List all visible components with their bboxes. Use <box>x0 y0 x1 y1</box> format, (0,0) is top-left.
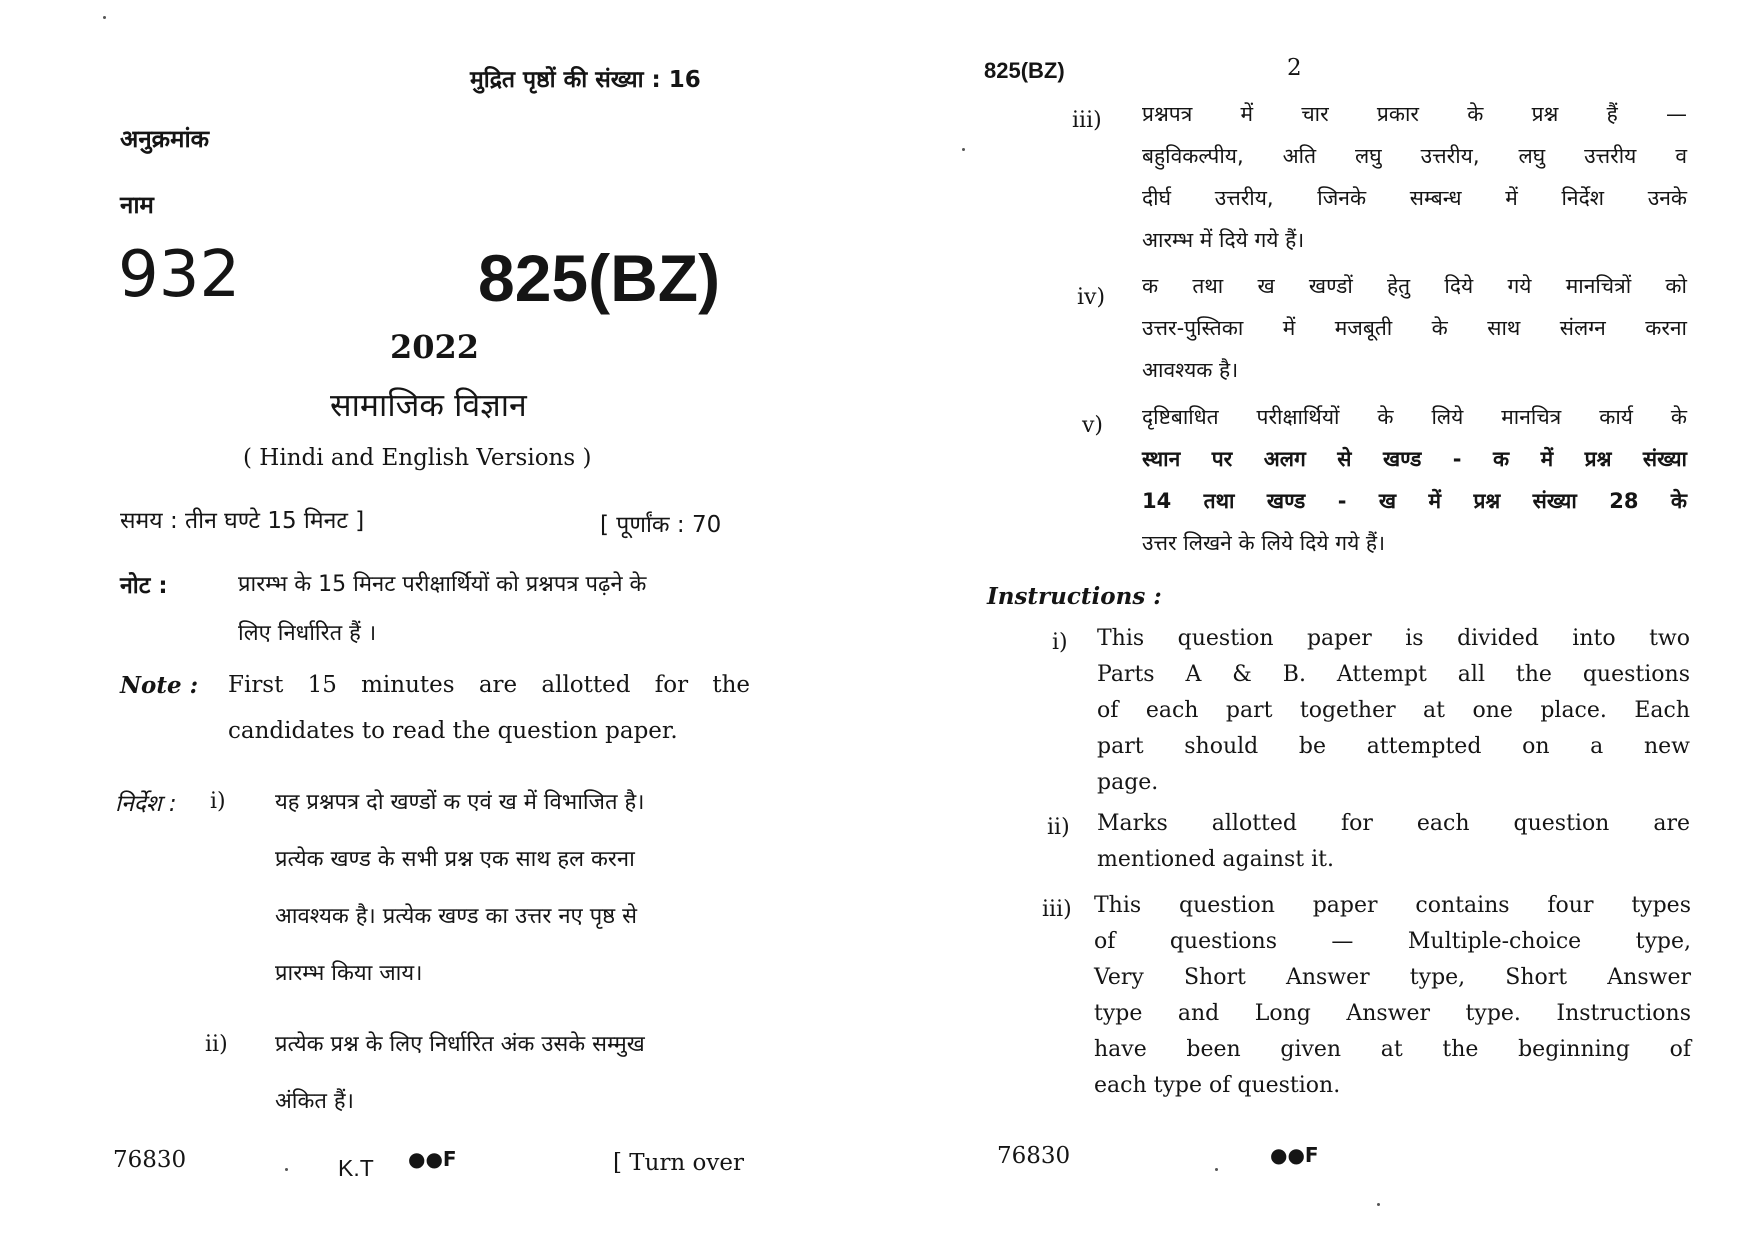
language-versions: ( Hindi and English Versions ) <box>243 445 592 471</box>
name-label: नाम <box>120 191 154 219</box>
english-item-line: mentioned against it. <box>1097 847 1334 872</box>
hindi-item-line: बहुविकल्पीय, अति लघु उत्तरीय, लघु उत्तरीय व <box>1142 144 1687 168</box>
paper-code: 825(BZ) <box>478 241 721 315</box>
hindi-item-line: 14 तथा खण्ड - ख में प्रश्न संख्या 28 के <box>1142 489 1687 513</box>
english-item-line: This question paper contains four types <box>1094 893 1691 918</box>
time-allowed: समय : तीन घण्टे 15 मिनट ] <box>120 508 365 534</box>
direction-number: ii) <box>205 1032 228 1057</box>
english-item-line: Marks allotted for each question are <box>1097 811 1690 836</box>
footer-mark: ●●F <box>1270 1143 1319 1167</box>
hindi-item-line: दृष्टिबाधित परीक्षार्थियों के लिये मानचित्र कार्य के <box>1142 405 1687 429</box>
hindi-item-line: प्रश्नपत्र में चार प्रकार के प्रश्न हैं — <box>1142 102 1687 126</box>
note-hindi-line: प्रारम्भ के 15 मिनट परीक्षार्थियों को प्रश्नपत्र पढ़ने के <box>238 572 647 597</box>
printed-pages-count: मुद्रित पृष्ठों की संख्या : 16 <box>470 67 701 93</box>
english-item-line: page. <box>1097 770 1159 795</box>
roll-number-label: अनुक्रमांक <box>120 125 210 153</box>
english-item-number: ii) <box>1047 815 1070 840</box>
english-item-line: each type of question. <box>1094 1073 1341 1098</box>
hindi-item-line: स्थान पर अलग से खण्ड - क में प्रश्न संख्या <box>1142 447 1687 471</box>
english-item-number: iii) <box>1042 897 1072 922</box>
english-item-line: have been given at the beginning of <box>1094 1037 1691 1062</box>
hindi-item-line: आरम्भ में दिये गये हैं। <box>1142 228 1305 252</box>
page-number: 2 <box>1287 55 1302 81</box>
exam-year: 2022 <box>390 328 480 366</box>
direction-line: प्रत्येक प्रश्न के लिए निर्धारित अंक उसके सम्मुख <box>275 1032 645 1057</box>
hindi-item-number: v) <box>1082 413 1104 438</box>
note-english-line: First 15 minutes are allotted for the <box>228 672 750 698</box>
footer-code: 76830 <box>113 1147 187 1173</box>
serial-number: 932 <box>118 238 241 312</box>
note-english-label: Note : <box>120 672 199 699</box>
direction-line: यह प्रश्नपत्र दो खण्डों क एवं ख में विभाजित है। <box>275 790 645 815</box>
turn-over-text: [ Turn over <box>613 1150 745 1176</box>
maximum-marks: [ पूर्णांक : 70 <box>600 512 722 538</box>
english-item-line: Very Short Answer type, Short Answer <box>1094 965 1691 990</box>
english-item-line: type and Long Answer type. Instructions <box>1094 1001 1691 1026</box>
header-paper-code: 825(BZ) <box>984 58 1065 83</box>
english-item-line: This question paper is divided into two <box>1097 626 1690 651</box>
direction-line: प्रारम्भ किया जाय। <box>275 961 423 986</box>
footer-kt: K.T <box>338 1155 374 1181</box>
direction-line: अंकित हैं। <box>275 1089 354 1114</box>
right-page <box>877 0 1754 1241</box>
english-item-line: Parts A & B. Attempt all the questions <box>1097 662 1690 687</box>
scan-speck <box>1377 1203 1380 1206</box>
scan-speck <box>962 148 965 151</box>
direction-line: प्रत्येक खण्ड के सभी प्रश्न एक साथ हल करना <box>275 847 635 872</box>
english-item-line: of questions — Multiple-choice type, <box>1094 929 1691 954</box>
direction-line: आवश्यक है। प्रत्येक खण्ड का उत्तर नए पृष्ठ से <box>275 904 638 929</box>
english-item-line: of each part together at one place. Each <box>1097 698 1690 723</box>
hindi-item-number: iii) <box>1072 108 1102 133</box>
english-item-number: i) <box>1052 630 1068 655</box>
scan-speck <box>103 16 106 19</box>
scan-speck <box>285 1168 288 1171</box>
english-item-line: part should be attempted on a new <box>1097 734 1690 759</box>
hindi-item-number: iv) <box>1077 285 1106 310</box>
hindi-item-line: क तथा ख खण्डों हेतु दिये गये मानचित्रों को <box>1142 274 1687 298</box>
hindi-item-line: उत्तर-पुस्तिका में मजबूती के साथ संलग्न करना <box>1142 316 1687 340</box>
instructions-heading: Instructions : <box>987 583 1162 610</box>
note-hindi-label: नोट : <box>120 573 168 599</box>
directions-label: निर्देश : <box>115 791 177 817</box>
note-english-line: candidates to read the question paper. <box>228 718 678 744</box>
hindi-item-line: दीर्घ उत्तरीय, जिनके सम्बन्ध में निर्देश उनके <box>1142 186 1687 210</box>
footer-code: 76830 <box>997 1143 1071 1169</box>
hindi-item-line: उत्तर लिखने के लिये दिये गये हैं। <box>1142 531 1386 555</box>
hindi-item-line: आवश्यक है। <box>1142 358 1239 382</box>
footer-mark: ●●F <box>408 1147 457 1171</box>
subject-title: सामाजिक विज्ञान <box>330 386 527 424</box>
scan-speck <box>1215 1168 1218 1171</box>
note-hindi-line: लिए निर्धारित हैं । <box>238 621 377 646</box>
direction-number: i) <box>210 789 226 814</box>
